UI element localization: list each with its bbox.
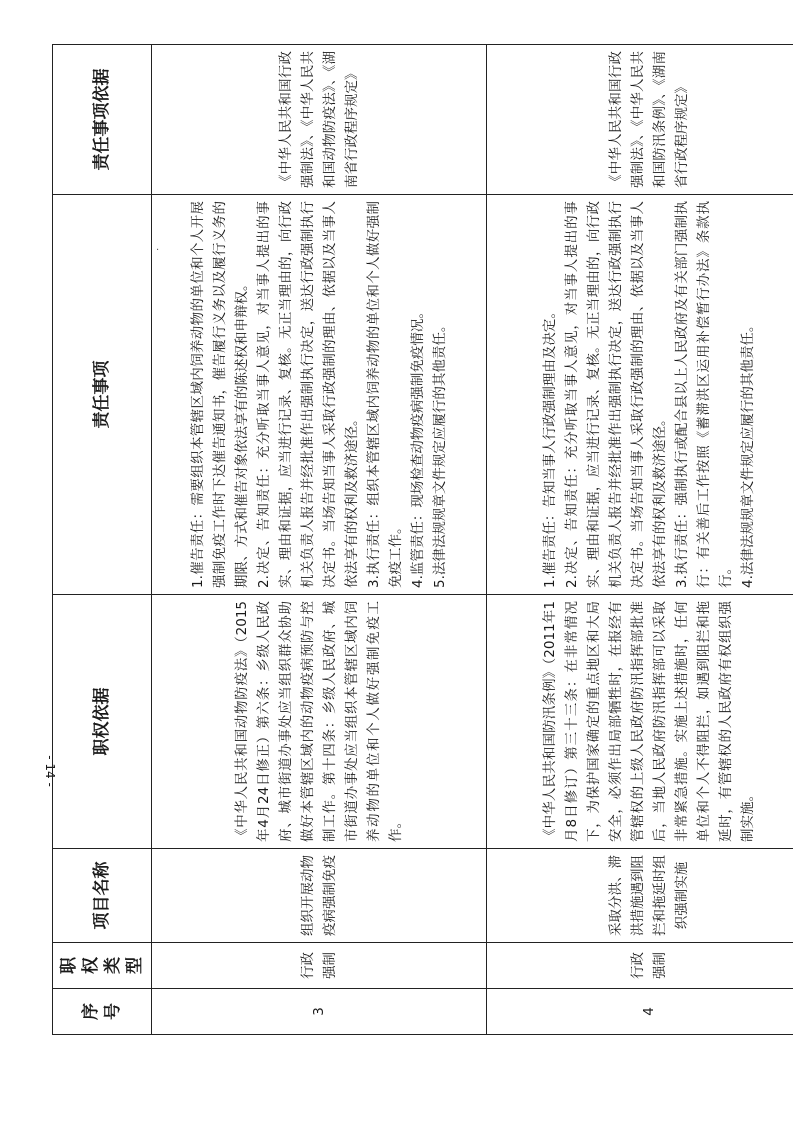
header-law: 责任事项依据 (53, 45, 152, 195)
stray-mark: · (156, 245, 160, 256)
row-seq: 4 (487, 989, 793, 1035)
row-law: 《中华人民共和国行政强制法》、《中华人民共和国防汛条例》、《湖南省行政程序规定》 (487, 45, 793, 195)
row-responsibilities (487, 195, 793, 595)
header-resp: 责任事项 (53, 195, 152, 595)
header-name: 项目名称 (53, 849, 152, 943)
row-basis: 《中华人民共和国动物防疫法》（2015年4月24日修正）第六条：乡级人民政府、城市街道办事处应当组织群众协助做好本管辖区域内的动物疫病预防与控制工作。第十四条：乡级人民政府、城市街道办事处应当组织本管辖区域内饲养动物的单位和个人做好强制免疫工作。 (152, 595, 487, 849)
row-basis: 《中华人民共和国防汛条例》（2011年1月8日修订）第三十三条：在非常情况下，为保护国家确定的重点地区和大局安全，必须作出局部牺牲时，在报经有管辖权的上级人民政府防汛指挥部批准后，当地人民政府防汛指挥部可以采取非常紧急措施。实施上述措施时，任何单位和个人不得阻拦，如遇到阻拦和拖延时，有管辖权的人民政府有权组织强制实施。 (487, 595, 793, 849)
responsibility-table (52, 44, 793, 1035)
row-name: 采取分洪、滞洪措施遇到阻拦和拖延时组织强制实施 (487, 849, 793, 943)
resp-item: 2.决定、告知责任：充分听取当事人意见，对当事人提出的事实、理由和证据，应当进行记录、复核。无正当理由的，向行政机关负责人报告并经批准作出强制执行决定，送达行政强制执行决定书。当场告知当事人采取行政强制的理由、依据以及当事人依法享有的权利及救济途径。 (256, 201, 360, 588)
resp-item: 3.执行责任：强制执行或配合县以上人民政府及有关部门强制执行：有关善后工作按照《蓄滞洪区运用补偿暂行办法》条款执行。 (674, 201, 734, 588)
resp-item: 4.法律法规规章文件规定应履行的其他责任。 (740, 318, 756, 588)
header-row (53, 45, 152, 1035)
resp-item: 1.催告责任：告知当事人行政强制理由及决定。 (542, 305, 558, 588)
row-type: 行政强制 (487, 943, 793, 989)
table-row (152, 45, 487, 1035)
resp-item: 4.监管责任：现场检查动物疫病强制免疫情况。 (410, 305, 426, 588)
row-name: 组织开展动物疫病强制免疫 (152, 849, 487, 943)
table-row (487, 45, 793, 1035)
resp-item: 1.催告责任：需要组织本管辖区域内饲养动物的单位和个人开展强制免疫工作时下达催告通知书，催告履行义务以及履行义务的期限、方式和催告对象依法享有的陈述权和申辩权。 (190, 201, 250, 588)
header-seq: 序号 (53, 989, 152, 1035)
row-responsibilities (152, 195, 487, 595)
resp-item: 5.法律法规规章文件规定应履行的其他责任。 (432, 318, 448, 588)
row-type: 行政强制 (152, 943, 487, 989)
header-type: 职权类型 (53, 943, 152, 989)
resp-item: 3.执行责任：组织本管辖区域内饲养动物的单位和个人做好强制免疫工作。 (366, 201, 404, 588)
row-law: 《中华人民共和国行政强制法》、《中华人民共和国动物防疫法》、《湖南省行政程序规定》 (152, 45, 487, 195)
row-seq: 3 (152, 989, 487, 1035)
header-basis: 职权依据 (53, 595, 152, 849)
page-number: - 14 - (43, 755, 57, 787)
resp-item: 2.决定、告知责任：充分听取当事人意见，对当事人提出的事实、理由和证据，应当进行记录、复核。无正当理由的，向行政机关负责人报告并经批准作出强制执行决定，送达行政强制执行决定书。当场告知当事人采取行政强制的理由、依据以及当事人依法享有的权利及救济途径。 (564, 201, 668, 588)
